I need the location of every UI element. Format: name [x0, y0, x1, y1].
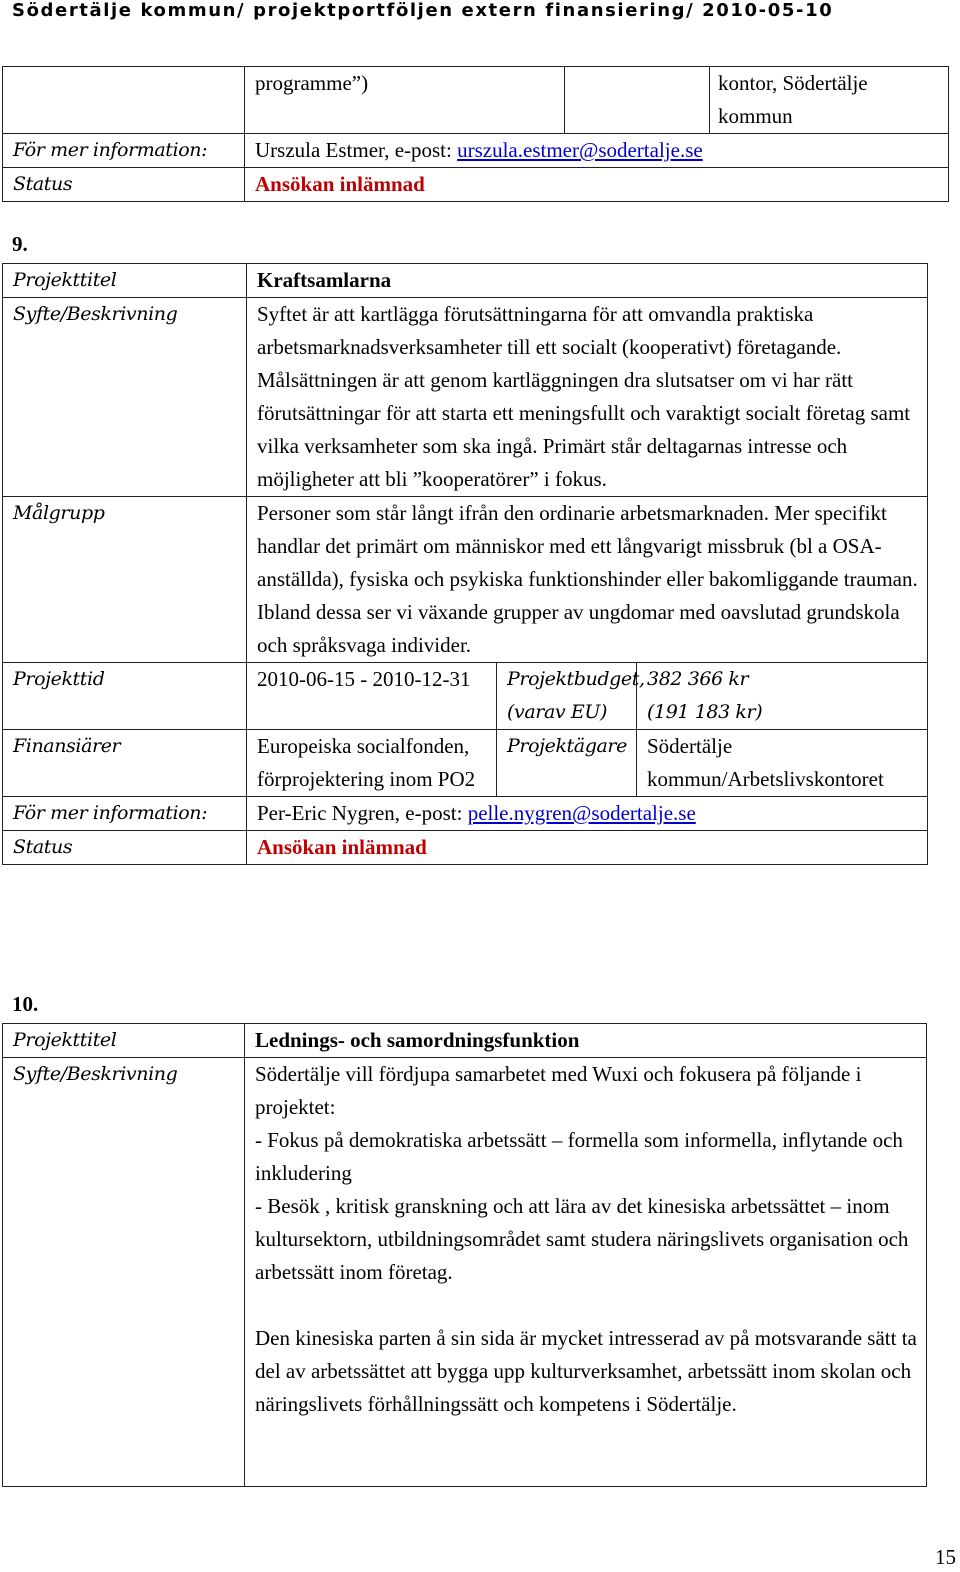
status-value: Ansökan inlämnad: [247, 831, 928, 865]
table-row: [3, 134, 949, 168]
purpose-text: Syftet är att kartlägga förutsättningarna för att omvandla praktiska arbetsmarknadsverksamheter till ett socialt (kooperativt) företagande. Målsättningen är att genom kartläggningen dra slutsatser om vi har rätt förutsättningar för att starta ett meningsfullt och varaktigt socialt företag samt vilka verksamheter som ska ingå. Primärt står deltagarnas intresse och möjligheter att bli ”kooperatörer” i fokus.: [247, 298, 928, 497]
status-label: Status: [3, 831, 247, 865]
table-row: [3, 730, 928, 797]
purpose-label: Syfte/Beskrivning: [3, 298, 247, 497]
target-text: Personer som står långt ifrån den ordinarie arbetsmarknaden. Mer specifikt handlar det primärt om människor med ett långvarigt missbruk (bl a OSA-anställda), fysiska och psykiska funktionshinder eller bakomliggande trauman. Ibland dessa ser vi växande grupper av ungdomar med oavslutad grundskola och språksvaga individer.: [247, 497, 928, 663]
table-row: [3, 67, 949, 134]
empty-cell: [565, 67, 710, 134]
info-label: För mer information:: [3, 797, 247, 831]
financiers-label: Finansiärer: [3, 730, 247, 797]
status-value: Ansökan inlämnad: [245, 168, 949, 202]
paragraph-gap: [255, 1289, 918, 1322]
time-value: 2010-06-15 - 2010-12-31: [247, 663, 497, 730]
info-cell: [245, 134, 949, 168]
project-number: 9.: [12, 232, 28, 256]
title-label: Projekttitel: [3, 264, 247, 298]
title-label: Projekttitel: [3, 1024, 245, 1058]
info-text: Per-Eric Nygren, e-post:: [257, 801, 468, 825]
target-label: Målgrupp: [3, 497, 247, 663]
project-8-table: [2, 66, 949, 202]
info-cell: [247, 797, 928, 831]
table-row: [3, 1024, 927, 1058]
budget-eu: (191 183 kr): [647, 701, 763, 723]
table-row: [3, 264, 928, 298]
empty-cell: [3, 67, 245, 134]
table-row: [3, 831, 928, 865]
cell-text: kontor, Södertälje kommun: [710, 67, 949, 134]
financiers-value: Europeiska socialfonden, förprojektering inom PO2: [247, 730, 497, 797]
budget-label: Projektbudget, (varav EU): [497, 663, 637, 730]
project-number: 10.: [12, 992, 39, 1016]
info-text: Urszula Estmer, e-post:: [255, 138, 458, 162]
purpose-label: Syfte/Beskrivning: [3, 1058, 245, 1487]
status-label: Status: [3, 168, 245, 202]
purpose-paragraph: - Besök , kritisk granskning och att lära av det kinesiska arbetssättet – inom kultursektorn, utbildningsområdet samt studera näringslivets organisation och arbetssätt inom företag.: [255, 1194, 909, 1284]
budget-value: 382 366 kr: [647, 668, 749, 690]
table-row: [3, 1058, 927, 1487]
project-title: Kraftsamlarna: [247, 264, 928, 298]
table-row: [3, 298, 928, 497]
table-row: [3, 168, 949, 202]
email-link[interactable]: pelle.nygren@sodertalje.se: [467, 801, 696, 825]
purpose-cell: [245, 1058, 927, 1487]
table-row: [3, 497, 928, 663]
budget-cell: [637, 663, 928, 730]
info-label: För mer information:: [3, 134, 245, 168]
table-row: [3, 663, 928, 730]
purpose-paragraph: - Fokus på demokratiska arbetssätt – formella som informella, inflytande och inkludering: [255, 1128, 903, 1185]
project-10-table: [2, 1023, 927, 1487]
cell-text: programme”): [245, 67, 565, 134]
page-number: 15: [935, 1545, 956, 1569]
table-row: [3, 797, 928, 831]
purpose-paragraph: Den kinesiska parten å sin sida är mycket intresserad av på motsvarande sätt ta del av arbetssättet att bygga upp kulturverksamhet, arbetssätt inom skolan och näringslivets förhållningssätt och kompetens i Södertälje.: [255, 1326, 917, 1416]
project-title: Lednings- och samordningsfunktion: [245, 1024, 927, 1058]
purpose-paragraph: Södertälje vill fördjupa samarbetet med Wuxi och fokusera på följande i projektet:: [255, 1062, 862, 1119]
owner-value: Södertälje kommun/Arbetslivskontoret: [637, 730, 928, 797]
page-header: Södertälje kommun/ projektportföljen extern finansiering/ 2010-05-10: [12, 0, 834, 21]
email-link[interactable]: urszula.estmer@sodertalje.se: [457, 138, 703, 162]
time-label: Projekttid: [3, 663, 247, 730]
owner-label: Projektägare: [497, 730, 637, 797]
project-9-table: [2, 263, 928, 865]
